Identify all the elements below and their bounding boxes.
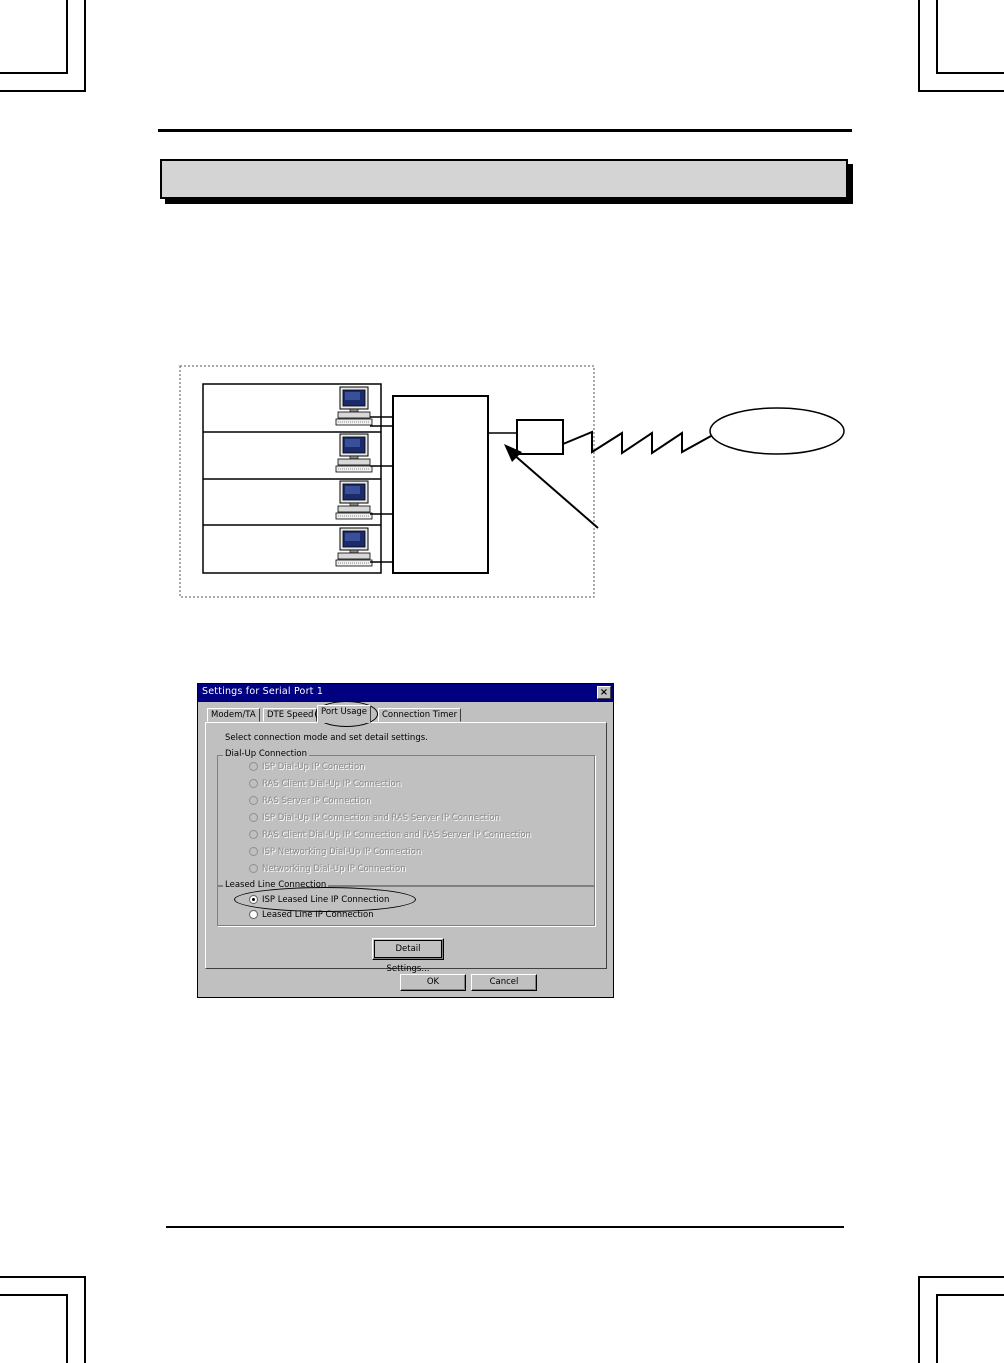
radio-ras-client-dialup[interactable] <box>249 779 401 791</box>
crop-mark-bl-v <box>84 1276 86 1363</box>
close-icon: × <box>599 687 609 698</box>
radio-label: Networking Dial-Up IP Connection <box>262 864 406 874</box>
computer-icon <box>336 481 372 519</box>
radio-label: RAS Client Dial-Up IP Connection and RAS Server IP Connection <box>262 830 531 840</box>
radio-label: ISP Dial-Up IP Connection and RAS Server IP Connection <box>262 813 500 823</box>
leased-group-label: Leased Line Connection <box>225 880 327 890</box>
tab-label: Modem/TA <box>211 710 256 720</box>
computer-icon <box>336 387 372 425</box>
crop-mark-bl-h2 <box>0 1294 68 1296</box>
radio-label: Leased Line IP Connection <box>262 910 374 920</box>
crop-mark-br-h2 <box>936 1294 1004 1296</box>
radio-button[interactable] <box>249 864 258 873</box>
crop-mark-bl-v2 <box>66 1294 68 1363</box>
radio-button[interactable] <box>249 762 258 771</box>
radio-label: ISP Dial-Up IP Conection <box>262 762 365 772</box>
crop-mark-br-v2 <box>936 1294 938 1363</box>
radio-button[interactable] <box>249 779 258 788</box>
radio-networking-dialup[interactable] <box>249 864 406 876</box>
modem-box <box>517 420 563 454</box>
settings-dialog <box>197 683 614 998</box>
radio-isp-networking-dialup[interactable] <box>249 847 421 859</box>
computer-icon <box>336 434 372 472</box>
dialog-title-bar[interactable] <box>198 684 613 702</box>
tab-label: Port Usage <box>321 707 368 717</box>
close-button[interactable] <box>597 686 611 699</box>
tab-port-usage[interactable] <box>317 705 371 723</box>
tab-label: Connection Timer <box>382 710 458 720</box>
footer-rule <box>166 1226 844 1228</box>
radio-button[interactable] <box>249 910 258 919</box>
ok-button[interactable] <box>400 974 466 991</box>
network-diagram <box>0 0 1004 640</box>
tab-modem-ta[interactable] <box>207 708 260 722</box>
instruction-text: Select connection mode and set detail settings. <box>225 733 428 743</box>
button-label: Cancel <box>489 977 519 987</box>
option-highlight-ellipse <box>234 887 416 912</box>
radio-ras-client-ras-server[interactable] <box>249 830 531 842</box>
radio-button[interactable] <box>249 830 258 839</box>
detail-settings-button[interactable] <box>372 938 444 974</box>
crop-mark-br-h <box>918 1276 1004 1278</box>
radio-label: RAS Client Dial-Up IP Connection <box>262 779 402 789</box>
radio-isp-dialup-ras-server[interactable] <box>249 813 500 825</box>
radio-label: ISP Networking Dial-Up IP Connection <box>262 847 422 857</box>
router-box <box>393 396 488 573</box>
button-label: Detail Settings... <box>386 944 430 974</box>
tab-label: DTE Speed <box>267 710 314 720</box>
dialog-title: Settings for Serial Port 1 <box>202 686 324 697</box>
crop-mark-br-v <box>918 1276 920 1363</box>
leased-line <box>563 432 711 453</box>
cancel-button[interactable] <box>471 974 537 991</box>
isp-cloud <box>710 408 844 454</box>
tab-connection-timer[interactable] <box>378 708 461 722</box>
computer-icon <box>336 528 372 566</box>
radio-ras-server[interactable] <box>249 796 370 808</box>
radio-button[interactable] <box>249 796 258 805</box>
radio-isp-dialup[interactable] <box>249 762 365 774</box>
radio-label: RAS Server IP Connection <box>262 796 371 806</box>
radio-button[interactable] <box>249 847 258 856</box>
tab-dte-speed[interactable] <box>263 708 317 722</box>
crop-mark-bl-h <box>0 1276 86 1278</box>
button-label: OK <box>426 977 440 987</box>
dialup-group-label: Dial-Up Connection <box>225 749 307 759</box>
radio-label: ISP Leased Line IP Connection <box>262 895 390 905</box>
radio-button[interactable] <box>249 813 258 822</box>
